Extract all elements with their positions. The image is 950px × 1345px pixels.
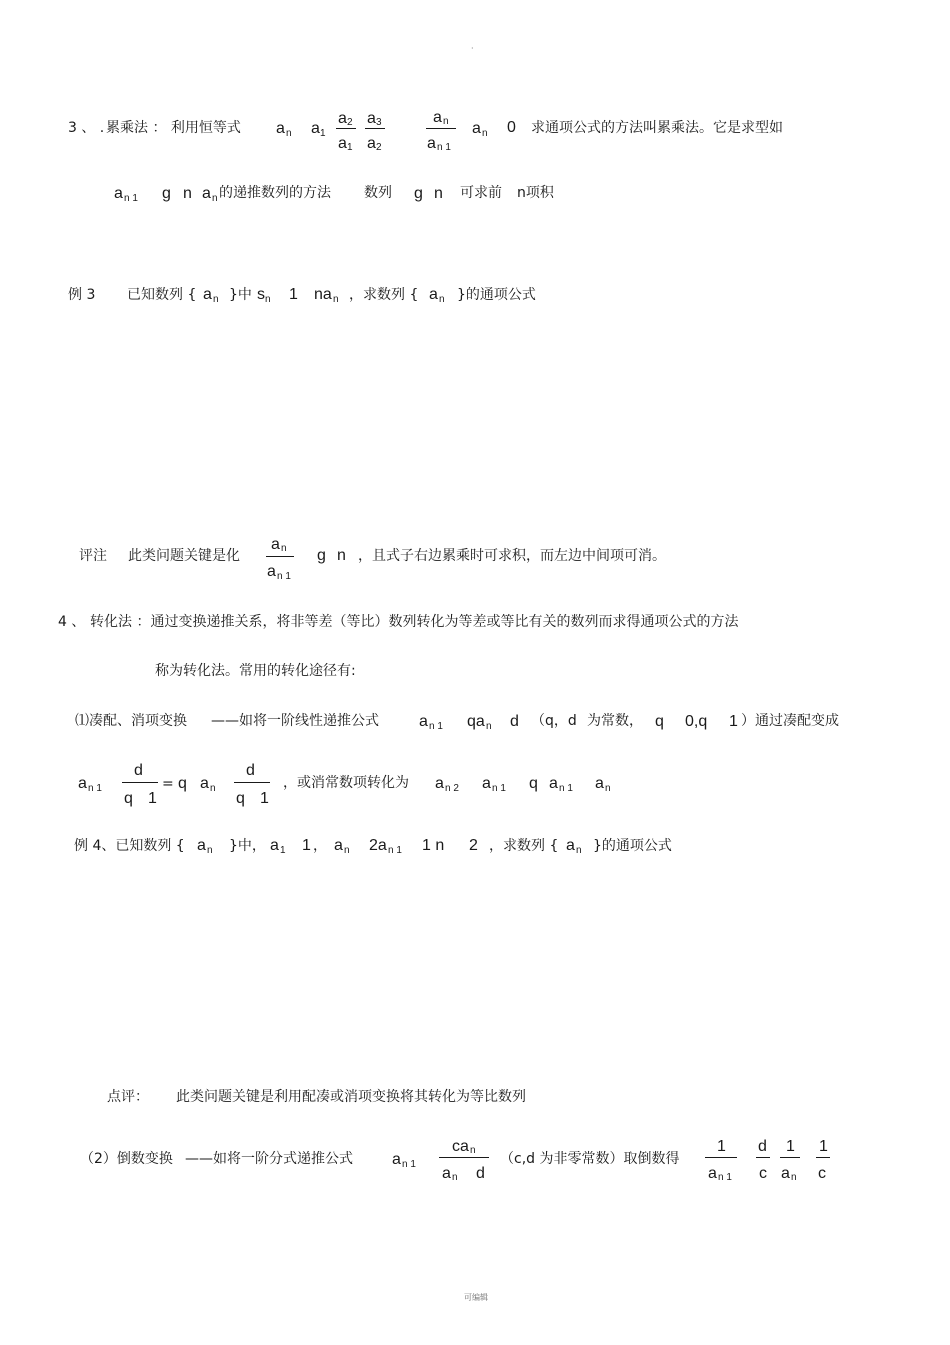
- math-g: g: [317, 547, 326, 564]
- math-a: a: [433, 109, 442, 126]
- math-sub: n: [210, 783, 216, 794]
- math-sub: n 2: [445, 783, 459, 794]
- fraction-bar: [780, 1157, 800, 1158]
- math-a: a: [270, 837, 279, 854]
- math-a: a: [200, 775, 209, 792]
- math-sub: n: [605, 783, 611, 794]
- math-sub: n 1: [402, 1159, 416, 1170]
- math-sub: n: [470, 1145, 476, 1156]
- item1-text: 为常数，: [587, 713, 643, 729]
- math-sub: n: [576, 845, 582, 856]
- math-sub: n 1: [277, 571, 291, 582]
- section3-number: 3 、 .: [68, 120, 105, 136]
- math-sub: n 1: [492, 783, 506, 794]
- item1-text: ，或消常数项转化为: [283, 775, 409, 791]
- math-sub: n 1: [559, 783, 573, 794]
- item1-text: （q，d: [531, 713, 577, 729]
- fraction-bar: [756, 1157, 770, 1158]
- math-na: na: [314, 286, 332, 303]
- math-q: q: [655, 713, 664, 730]
- math-a: a: [435, 775, 444, 792]
- math-one: 1: [717, 1138, 726, 1155]
- math-g: g: [162, 185, 171, 202]
- section4-title: 转化法 ：通过变换递推关系，将非等差（等比）数列转化为等差或等比有关的数列而求得通项公式的方法: [90, 614, 739, 630]
- review4-text: 此类问题关键是利用配凑或消项变换将其转化为等比数列: [176, 1089, 526, 1105]
- math-a: a: [338, 110, 347, 127]
- section4-text: 称为转化法。常用的转化途径有:: [155, 663, 356, 679]
- example4-text: ，求数列 {: [489, 838, 559, 854]
- math-a: a: [429, 286, 438, 303]
- example3-text: ，求数列 {: [349, 287, 419, 303]
- math-one: 1: [786, 1138, 795, 1155]
- item2-text: （c,d 为非零常数）取倒数得: [500, 1151, 680, 1167]
- math-q: q: [529, 775, 538, 792]
- math-sub: n: [443, 116, 449, 127]
- section3-title: 累乘法 ： 利用恒等式: [106, 120, 241, 136]
- math-sub: n: [281, 543, 287, 554]
- math-a: a: [442, 1165, 451, 1182]
- fraction-bar: [266, 556, 294, 557]
- math-s: s: [257, 286, 265, 303]
- math-qa: qa: [467, 713, 485, 730]
- math-a: a: [427, 135, 436, 152]
- math-one: 1: [819, 1138, 828, 1155]
- footer-label: 可编辑: [464, 1293, 488, 1302]
- item2-text: ——如将一阶分式递推公式: [185, 1151, 353, 1167]
- math-zero-q: 0,q: [685, 713, 708, 730]
- item1-text: ）通过凑配变成: [741, 713, 839, 729]
- example4-text: ，: [313, 838, 327, 854]
- fraction-bar: [122, 782, 158, 783]
- fraction-bar: [705, 1157, 737, 1158]
- math-a: a: [472, 120, 481, 137]
- math-sub: n: [791, 1172, 797, 1183]
- example3-text: }的通项公式: [457, 287, 536, 303]
- math-a: a: [338, 135, 347, 152]
- math-1n: 1 n: [422, 837, 445, 854]
- math-d: d: [246, 762, 255, 779]
- math-sub: n: [207, 845, 213, 856]
- math-c: c: [759, 1165, 767, 1182]
- math-sub: n: [333, 294, 339, 305]
- section4-number: 4 、: [58, 614, 86, 630]
- math-sub: n 1: [429, 721, 443, 732]
- example4-label: 例 4、已知数列 {: [74, 838, 185, 854]
- example4-text: }中，: [229, 838, 266, 854]
- fraction-bar: [336, 128, 356, 129]
- math-a: a: [276, 120, 285, 137]
- math-one: 1: [289, 286, 298, 303]
- math-sub: n 1: [88, 783, 102, 794]
- math-2a: 2a: [369, 837, 387, 854]
- fraction-bar: [365, 128, 385, 129]
- math-q: q: [178, 775, 187, 792]
- math-d: d: [476, 1165, 485, 1182]
- math-sub: n: [482, 128, 488, 139]
- math-a: a: [78, 775, 87, 792]
- example4-text: }的通项公式: [593, 838, 672, 854]
- math-a: a: [311, 120, 320, 137]
- math-sub: 1: [280, 845, 286, 856]
- math-sub: n 1: [124, 193, 138, 204]
- math-sub: n: [265, 294, 271, 305]
- example3-text: 已知数列 {: [127, 287, 197, 303]
- math-one: 1: [260, 790, 269, 807]
- math-sub: 2: [376, 142, 382, 153]
- math-two: 2: [469, 837, 478, 854]
- math-sub: n 1: [437, 142, 451, 153]
- fraction-bar: [439, 1157, 489, 1158]
- math-a: a: [114, 185, 123, 202]
- math-sub: 2: [347, 117, 353, 128]
- math-sub: n: [486, 721, 492, 732]
- math-ca: ca: [452, 1138, 469, 1155]
- example3-label: 例 3: [68, 287, 96, 303]
- math-a: a: [708, 1165, 717, 1182]
- math-sub: n: [286, 128, 292, 139]
- math-sub: n 1: [388, 845, 402, 856]
- section3-text: n项积: [517, 185, 554, 201]
- review4-label: 点评：: [107, 1089, 149, 1105]
- fraction-bar: [234, 782, 270, 783]
- math-a: a: [334, 837, 343, 854]
- math-equals: =: [162, 776, 174, 792]
- math-a: a: [595, 775, 604, 792]
- math-a: a: [197, 837, 206, 854]
- math-g: g: [414, 185, 423, 202]
- math-n: n: [434, 185, 443, 202]
- math-sub: n 1: [718, 1172, 732, 1183]
- math-sub: 1: [347, 142, 353, 153]
- math-a: a: [566, 837, 575, 854]
- math-n: n: [183, 185, 192, 202]
- math-sub: n: [212, 193, 218, 204]
- math-a: a: [549, 775, 558, 792]
- math-a: a: [267, 563, 276, 580]
- comment3-label: 评注: [79, 548, 107, 564]
- math-d: d: [134, 762, 143, 779]
- section3-text: 数列: [364, 185, 392, 201]
- math-a: a: [482, 775, 491, 792]
- top-mark: ·: [471, 44, 474, 53]
- math-a: a: [271, 536, 280, 553]
- item1-label: ⑴凑配、消项变换: [75, 713, 187, 729]
- math-sub: n: [452, 1172, 458, 1183]
- math-d: d: [510, 713, 519, 730]
- math-a: a: [781, 1165, 790, 1182]
- math-q: q: [124, 790, 133, 807]
- math-n: n: [337, 547, 346, 564]
- item2-label: （2）倒数变换: [80, 1151, 173, 1167]
- example3-text: }中: [229, 287, 252, 303]
- comment3-text: 此类问题关键是化: [128, 548, 240, 564]
- math-c: c: [818, 1165, 826, 1182]
- math-sub: n: [213, 294, 219, 305]
- math-sub: n: [439, 294, 445, 305]
- section3-text: 可求前: [460, 185, 502, 201]
- math-one: 1: [148, 790, 157, 807]
- math-a: a: [392, 1151, 401, 1168]
- comment3-text: ，且式子右边累乘时可求积，而左边中间项可消。: [358, 548, 666, 564]
- math-zero: 0: [507, 119, 516, 136]
- math-sub: 3: [376, 117, 382, 128]
- math-q: q: [236, 790, 245, 807]
- item1-text: ——如将一阶线性递推公式: [211, 713, 379, 729]
- section3-text: 求通项公式的方法叫累乘法。它是求型如: [531, 120, 783, 136]
- math-a: a: [367, 135, 376, 152]
- math-a: a: [419, 713, 428, 730]
- fraction-bar: [816, 1157, 830, 1158]
- math-a: a: [367, 110, 376, 127]
- math-a: a: [202, 185, 211, 202]
- section3-text: 的递推数列的方法: [219, 185, 331, 201]
- math-one: 1: [302, 837, 311, 854]
- math-one: 1: [729, 713, 738, 730]
- math-sub: n: [344, 845, 350, 856]
- math-sub: 1: [320, 128, 326, 139]
- math-a: a: [203, 286, 212, 303]
- math-d: d: [758, 1138, 767, 1155]
- fraction-bar: [426, 128, 456, 129]
